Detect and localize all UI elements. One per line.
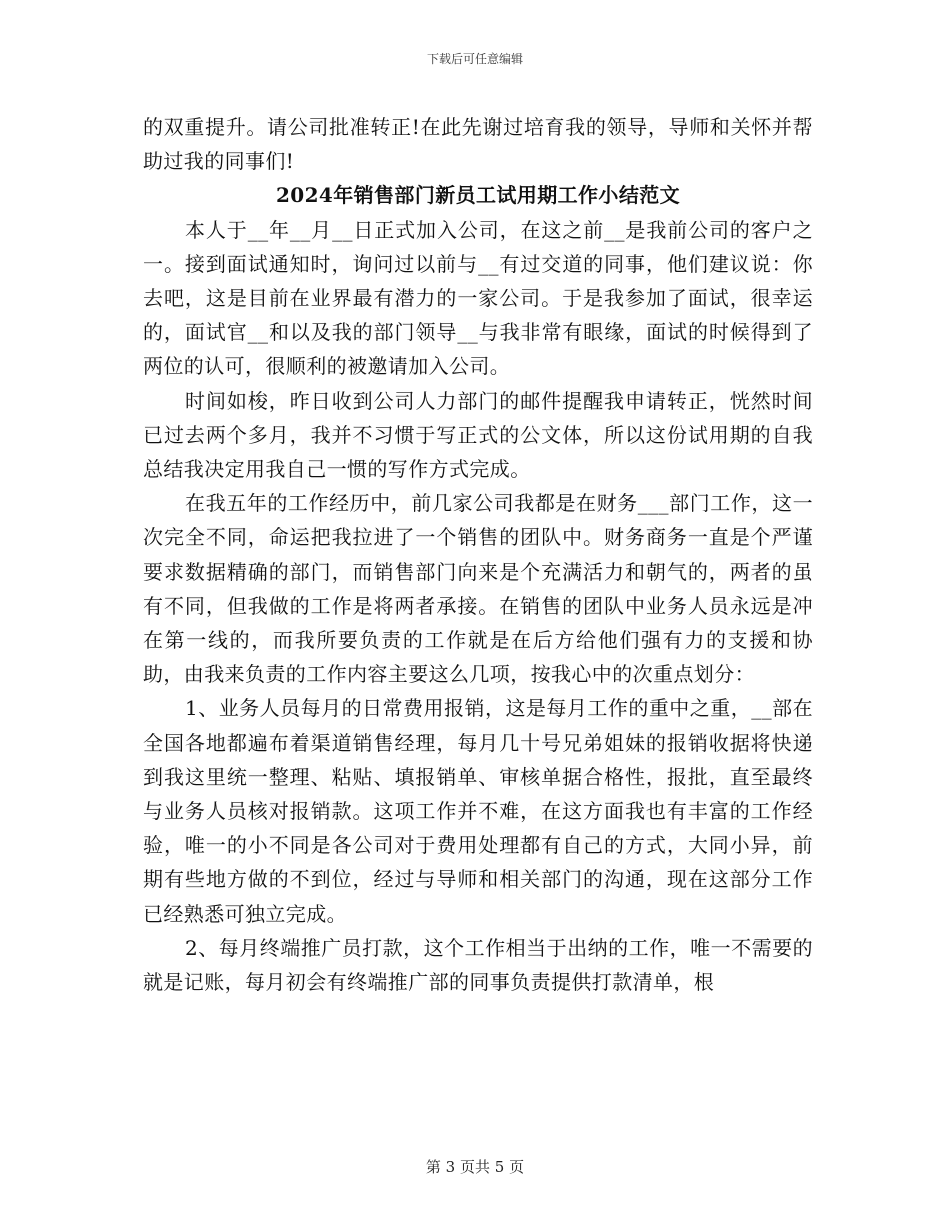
page-header: 下载后可任意编辑 [426, 52, 523, 66]
body-paragraph-5: 2、每月终端推广员打款，这个工作相当于出纳的工作，唯一不需要的就是记账，每月初会有终端推广部的同事负责提供打款清单，根 [143, 935, 813, 995]
continuation-paragraph: 的双重提升。请公司批准转正!在此先谢过培育我的领导，导师和关怀并帮助过我的同事们! [143, 115, 813, 174]
page-footer: 第 3 页共 5 页 [425, 1158, 525, 1176]
body-paragraph-3: 在我五年的工作经历中，前几家公司我都是在财务___部门工作，这一次完全不同，命运把我拉进了一个销售的团队中。财务商务一直是个严谨要求数据精确的部门，而销售部门向来是个充满活力和朝气的，两者的虽有不同，但我做的工作是将两者承接。在销售的团队中业务人员永远是冲在第一线的，而我所要负责的工作就是在后方给他们强有力的支援和协助，由我来负责的工作内容主要这么几项，按我心中的次重点划分： [143, 491, 813, 687]
document-title: 2024年销售部门新员工试用期工作小结范文 [275, 183, 681, 208]
document-body [143, 110, 813, 999]
body-paragraph-4: 1、业务人员每月的日常费用报销，这是每月工作的重中之重，__部在全国各地都遍布着渠道销售经理，每月几十号兄弟姐妹的报销收据将快递到我这里统一整理、粘贴、填报销单、审核单据合格性，报批，直至最终与业务人员核对报销款。这项工作并不难，在这方面我也有丰富的工作经验，唯一的小不同是各公司对于费用处理都有自己的方式，大同小异，前期有些地方做的不到位，经过与导师和相关部门的沟通，现在这部分工作已经熟悉可独立完成。 [143, 696, 813, 926]
body-paragraph-1: 本人于__年__月__日正式加入公司，在这之前__是我前公司的客户之一。接到面试通知时，询问过以前与__有过交道的同事，他们建议说：你去吧，这是目前在业界最有潜力的一家公司。于是我参加了面试，很幸运的，面试官__和以及我的部门领导__与我非常有眼缘，面试的时候得到了两位的认可，很顺利的被邀请加入公司。 [143, 217, 813, 379]
body-paragraph-2: 时间如梭，昨日收到公司人力部门的邮件提醒我申请转正，恍然时间已过去两个多月，我并不习惯于写正式的公文体，所以这份试用期的自我总结我决定用我自己一惯的写作方式完成。 [143, 388, 813, 482]
